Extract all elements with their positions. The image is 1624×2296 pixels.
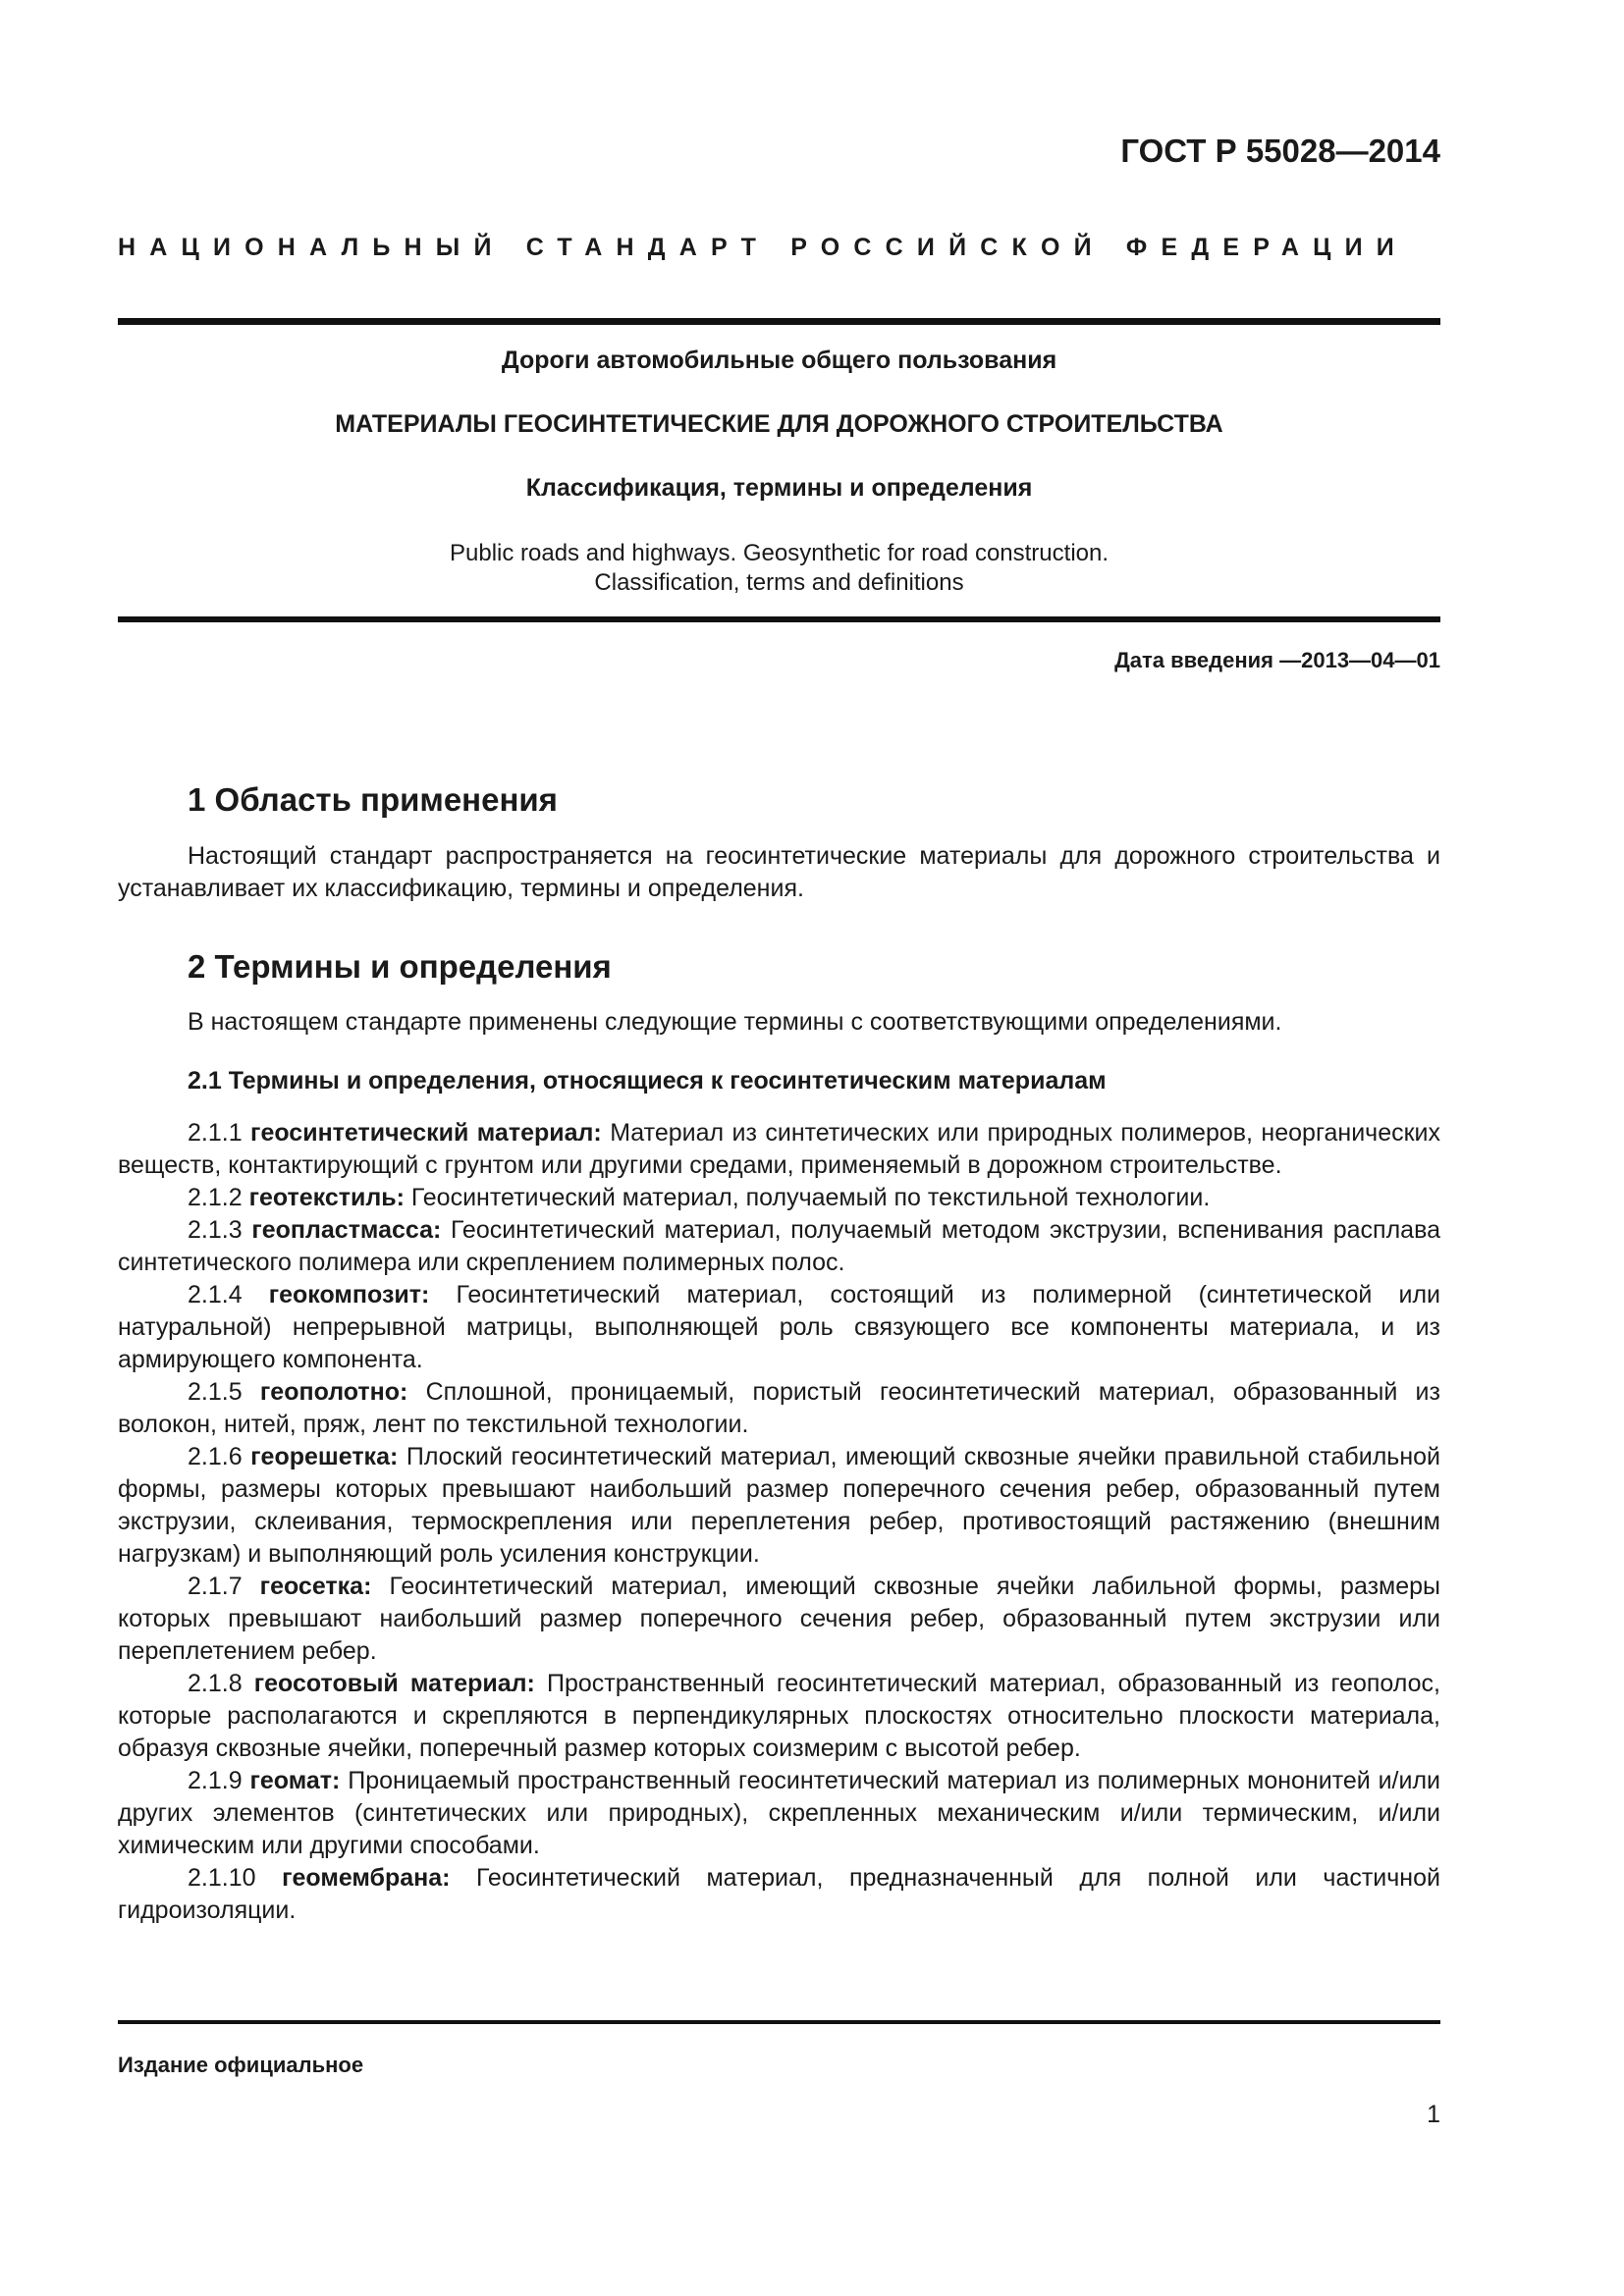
english-title-line-1: Public roads and highways. Geosynthetic for road construction. [449,540,1110,566]
term-name: георешетка: [250,1443,399,1470]
term-name: геосинтетический материал: [250,1119,602,1147]
term-item [118,1376,1440,1441]
section-1-heading: 1 Область применения [188,781,558,818]
section-2-heading: 2 Термины и определения [188,948,612,985]
term-item [118,1441,1440,1571]
term-item [118,1214,1440,1279]
document-number: ГОСТ Р 55028—2014 [1120,133,1440,169]
term-name: геомембрана: [282,1864,451,1892]
term-name: геокомпозит: [268,1281,430,1308]
term-item [118,1279,1440,1376]
title-line-3: Классификация, термины и определения [525,474,1033,502]
term-number: 2.1.7 [188,1573,243,1600]
term-definition: Геосинтетический материал, получаемый методом экструзии, вспенивания расплава синтетического полимера или скреплением полимерных полос. [118,1216,1440,1276]
term-definition: Плоский геосинтетический материал, имеющий сквозные ячейки правильной стабильной формы, размеры которых превышают наибольший размер поперечного сечения ребер, образованный путем экструзии, склеивания, термоскрепления или переплетения ребер, противостоящий растяжению (внешним нагрузкам) и выполняющий роль усиления конструкции. [118,1443,1440,1568]
term-definition: Геосинтетический материал, получаемый по текстильной технологии. [410,1184,1211,1211]
term-definition: Геосинтетический материал, состоящий из полимерной (синтетической или натуральной) непрерывной матрицы, выполняющей роль связующего все компоненты материала, и из армирующего компонента. [118,1281,1440,1373]
term-number: 2.1.2 [188,1184,243,1211]
term-definition: Геосинтетический материал, предназначенный для полной или частичной гидроизоляции. [118,1864,1440,1924]
term-definition: Сплошной, проницаемый, пористый геосинтетический материал, образованный из волокон, нитей, пряж, лент по текстильной технологии. [118,1378,1440,1438]
section-2-intro: В настоящем стандарте применены следующие термины с соответствующими определениями. [188,1008,1282,1036]
term-number: 2.1.10 [188,1864,256,1892]
term-number: 2.1.9 [188,1767,243,1794]
english-title [118,539,1440,598]
term-definition: Материал из синтетических или природных полимеров, неорганических веществ, контактирующий с грунтом или другими средами, применяемый в дорожном строительстве. [118,1119,1441,1179]
term-name: геопластмасса: [251,1216,442,1244]
title-line-2: МАТЕРИАЛЫ ГЕОСИНТЕТИЧЕСКИЕ ДЛЯ ДОРОЖНОГО СТРОИТЕЛЬСТВА [335,410,1223,438]
term-number: 2.1.1 [188,1119,243,1147]
national-standard-banner: НАЦИОНАЛЬНЫЙ СТАНДАРТ РОССИЙСКОЙ ФЕДЕРАЦИИ [118,234,1408,261]
term-definition: Проницаемый пространственный геосинтетический материал из полимерных мононитей и/или других элементов (синтетических или природных), скрепленных механическим и/или термическим, и/или химическим или другими способами. [118,1767,1441,1859]
term-number: 2.1.6 [188,1443,243,1470]
term-item [118,1765,1440,1862]
term-item [118,1862,1440,1927]
term-definition: Пространственный геосинтетический материал, образованный из геополос, которые располагаются и скрепляются в перпендикулярных плоскостях относительно плоскости материала, образуя сквозные ячейки, поперечный размер которых соизмерим с высотой ребер. [118,1670,1440,1762]
section-1-text: Настоящий стандарт распространяется на геосинтетические материалы для дорожного строительства и устанавливает их классификацию, термины и определения. [118,842,1440,902]
term-item [118,1571,1440,1668]
title-line-1: Дороги автомобильные общего пользования [501,347,1057,374]
top-divider [118,318,1440,325]
term-name: геотекстиль: [248,1184,405,1211]
term-name: геополотно: [259,1378,408,1406]
introduction-date: Дата введения —2013—04—01 [1114,648,1440,672]
terms-list [118,1117,1440,1927]
term-item [118,1668,1440,1765]
term-name: геомат: [249,1767,341,1794]
term-name: геосетка: [259,1573,372,1600]
official-edition-label: Издание официальное [118,2053,364,2077]
footer-divider [118,2020,1440,2024]
term-number: 2.1.3 [188,1216,243,1244]
term-item [118,1182,1440,1214]
term-item [118,1117,1440,1182]
term-name: геосотовый материал: [253,1670,535,1697]
english-title-line-2: Classification, terms and definitions [594,569,964,596]
page-number: 1 [1427,2101,1440,2128]
term-number: 2.1.4 [188,1281,243,1308]
term-number: 2.1.8 [188,1670,243,1697]
title-divider [118,616,1440,622]
term-number: 2.1.5 [188,1378,243,1406]
subsection-2-1-heading: 2.1 Термины и определения, относящиеся к геосинтетическим материалам [188,1067,1107,1095]
term-definition: Геосинтетический материал, имеющий сквозные ячейки лабильной формы, размеры которых превышают наибольший размер поперечного сечения ребер, образованный путем экструзии или переплетением ребер. [118,1573,1440,1665]
